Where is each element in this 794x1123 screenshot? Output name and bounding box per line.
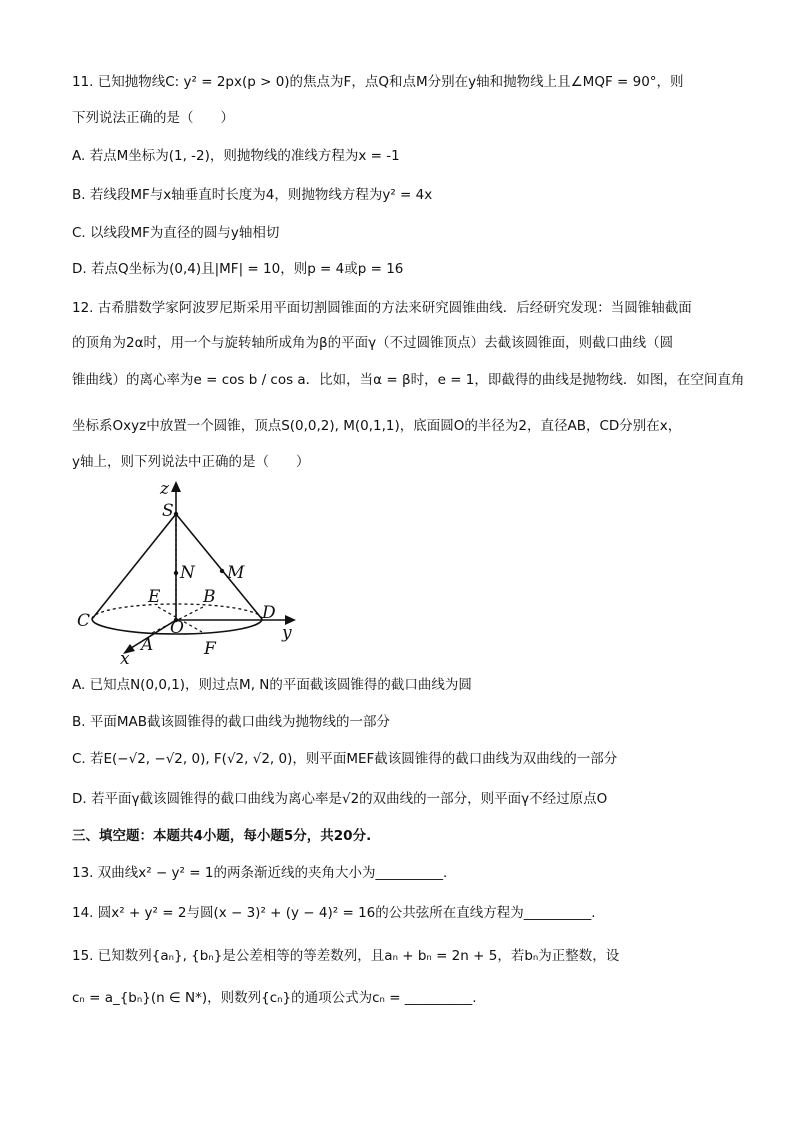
cone-left-edge — [92, 514, 176, 619]
q12-option-a: A. 已知点N(0,0,1)，则过点M, N的平面截该圆锥得的截口曲线为圆 — [72, 677, 472, 693]
cone-coordinate-figure — [72, 478, 312, 668]
section-3-heading: 三、填空题：本题共4小题，每小题5分，共20分. — [72, 828, 372, 844]
point-s — [174, 512, 178, 516]
q12-stem-line-4: 坐标系Oxyz中放置一个圆锥，顶点S(0,0,2), M(0,1,1)，底面圆O的半径为2，直径AB，CD分别在x， — [72, 418, 682, 434]
label-m: M — [227, 563, 245, 583]
q11-stem-line-1: 11. 已知抛物线C: y² = 2px(p > 0)的焦点为F，点Q和点M分别在y轴和抛物线上且∠MQF = 90°，则 — [72, 74, 684, 90]
q11-stem-line-2: 下列说法正确的是（ ） — [72, 110, 234, 126]
label-o: O — [170, 618, 184, 638]
q11-option-c: C. 以线段MF为直径的圆与y轴相切 — [72, 225, 280, 241]
q11-option-b: B. 若线段MF与x轴垂直时长度为4，则抛物线方程为y² = 4x — [72, 187, 433, 203]
point-m — [220, 569, 224, 573]
z-axis-arrow — [171, 481, 181, 492]
q12-option-b: B. 平面MAB截该圆锥得的截口曲线为抛物线的一部分 — [72, 714, 390, 730]
q11-option-a: A. 若点M坐标为(1, -2)，则抛物线的准线方程为x = -1 — [72, 148, 400, 164]
label-s: S — [162, 501, 174, 521]
label-x: x — [120, 649, 130, 668]
q15-line-2: cₙ = a_{bₙ}(n ∈ N*)，则数列{cₙ}的通项公式为cₙ = __________. — [72, 990, 477, 1006]
point-n — [174, 571, 178, 575]
label-c: C — [77, 611, 91, 631]
q15-line-1: 15. 已知数列{aₙ}, {bₙ}是公差相等的等差数列，且aₙ + bₙ = 2n + 5，若bₙ为正整数，设 — [72, 948, 620, 964]
q12-stem-line-1: 12. 古希腊数学家阿波罗尼斯采用平面切割圆锥面的方法来研究圆锥曲线．后经研究发现：当圆锥轴截面 — [72, 300, 692, 316]
q12-stem-line-5: y轴上，则下列说法中正确的是（ ） — [72, 454, 310, 470]
label-n: N — [180, 563, 195, 583]
q11-option-d: D. 若点Q坐标为(0,4)且|MF| = 10，则p = 4或p = 16 — [72, 261, 404, 277]
label-f: F — [204, 639, 216, 659]
base-back-arc — [92, 604, 262, 619]
q13-text: 13. 双曲线x² − y² = 1的两条渐近线的夹角大小为__________. — [72, 865, 448, 881]
label-b: B — [203, 587, 216, 607]
label-e: E — [148, 587, 161, 607]
q14-text: 14. 圆x² + y² = 2与圆(x − 3)² + (y − 4)² = 16的公共弦所在直线方程为__________. — [72, 905, 596, 921]
q12-stem-line-2: 的顶角为2α时，用一个与旋转轴所成角为β的平面γ（不过圆锥顶点）去截该圆锥面，则截口曲线（圆 — [72, 335, 674, 351]
label-a: A — [141, 635, 154, 655]
q12-option-c: C. 若E(−√2, −√2, 0), F(√2, √2, 0)，则平面MEF截该圆锥得的截口曲线为双曲线的一部分 — [72, 751, 618, 767]
q12-stem-line-3: 锥曲线）的离心率为e = cos b / cos a．比如，当α = β时，e = 1，即截得的曲线是抛物线．如图，在空间直角 — [72, 372, 745, 388]
q12-option-d: D. 若平面γ截该圆锥得的截口曲线为离心率是√2的双曲线的一部分，则平面γ不经过原点O — [72, 791, 608, 807]
label-y: y — [282, 623, 292, 643]
label-d: D — [262, 603, 276, 623]
label-z: z — [160, 479, 169, 499]
